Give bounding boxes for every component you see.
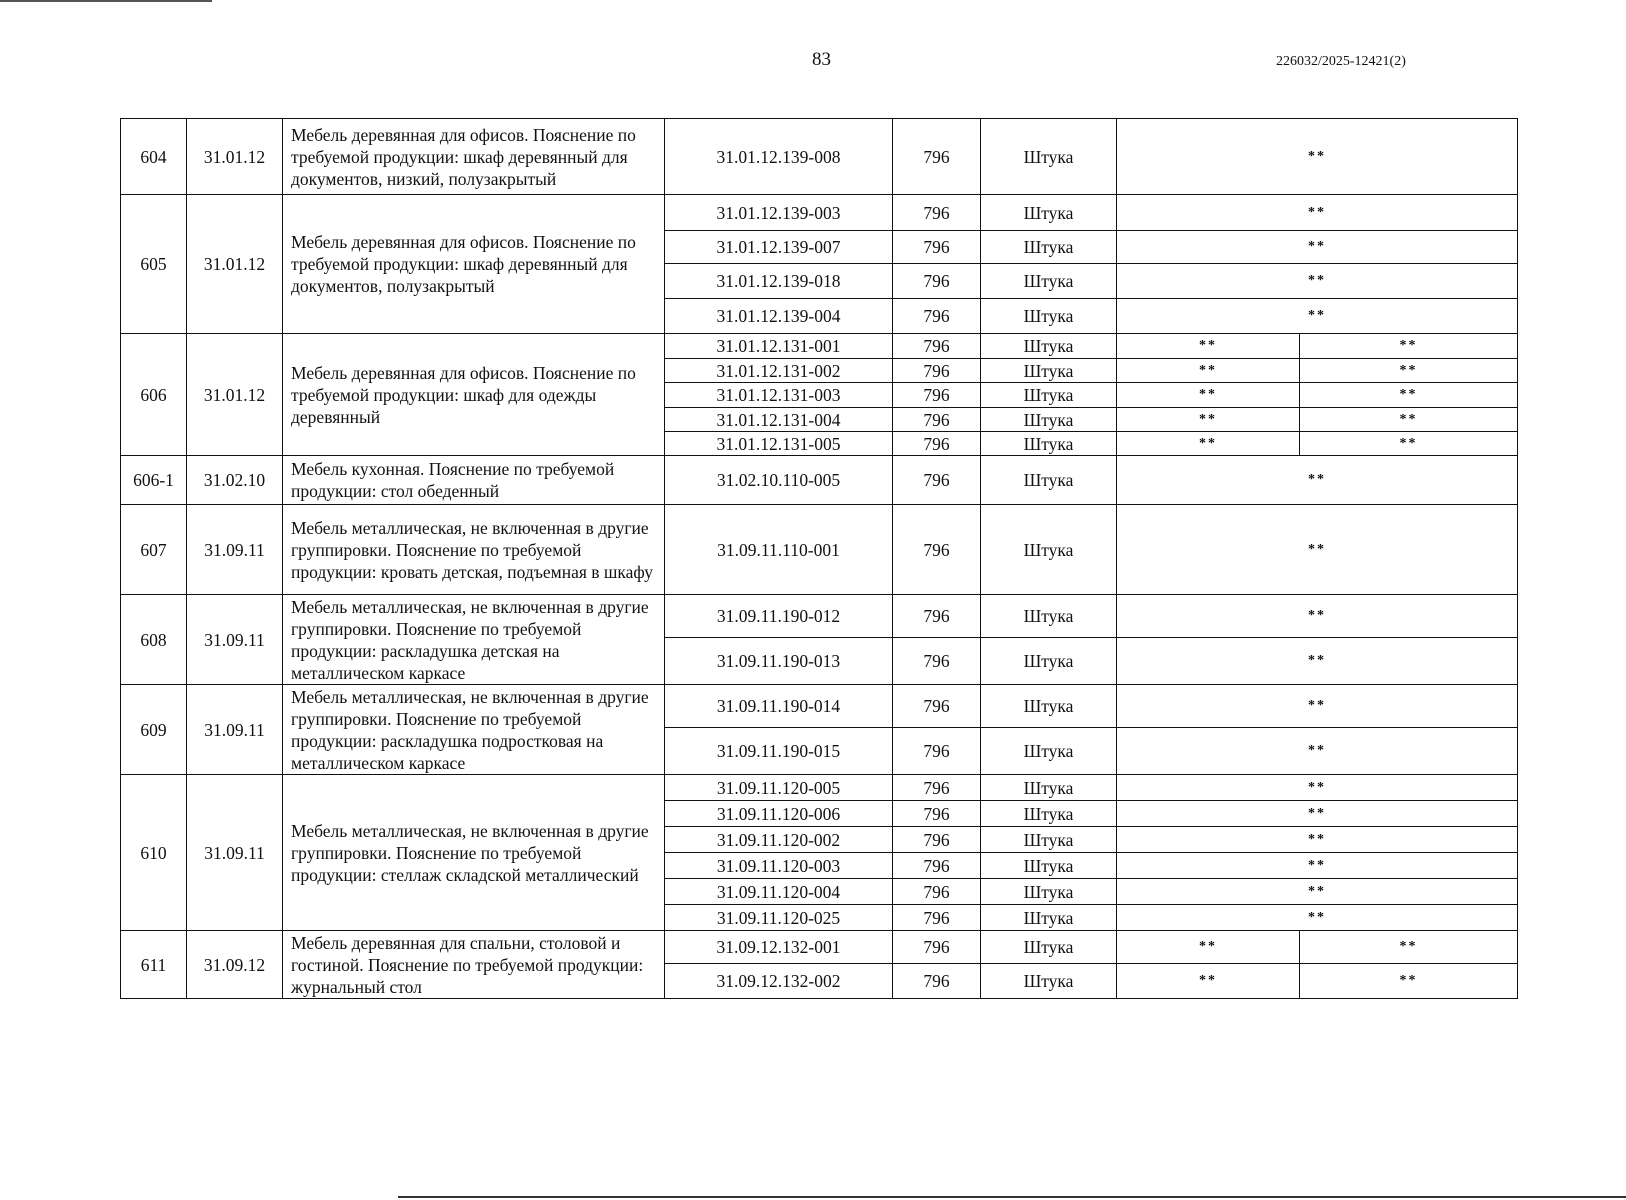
okei-code: 796 <box>893 775 981 801</box>
table-row <box>121 456 1518 505</box>
page-number: 83 <box>812 49 831 70</box>
value-mark: ** <box>1117 801 1518 827</box>
okei-code: 796 <box>893 383 981 408</box>
product-description: Мебель кухонная. Пояснение по требуемой продукции: стол обеденный <box>283 456 665 505</box>
row-number: 609 <box>121 685 187 775</box>
ktru-code: 31.09.11.190-015 <box>665 728 893 775</box>
okei-code: 796 <box>893 827 981 853</box>
ktru-code: 31.01.12.131-004 <box>665 408 893 432</box>
unit-name: Штука <box>981 595 1117 638</box>
table-row <box>121 595 1518 638</box>
unit-name: Штука <box>981 827 1117 853</box>
okei-code: 796 <box>893 119 981 195</box>
table-row <box>121 775 1518 801</box>
table-row <box>121 505 1518 595</box>
okei-code: 796 <box>893 231 981 264</box>
value-mark: ** <box>1300 964 1518 999</box>
okei-code: 796 <box>893 195 981 231</box>
ktru-code: 31.01.12.139-007 <box>665 231 893 264</box>
ktru-code: 31.09.12.132-001 <box>665 931 893 964</box>
row-number: 608 <box>121 595 187 685</box>
ktru-code: 31.01.12.131-002 <box>665 359 893 383</box>
unit-name: Штука <box>981 879 1117 905</box>
value-mark: ** <box>1117 775 1518 801</box>
ktru-code: 31.09.11.120-002 <box>665 827 893 853</box>
okpd-code: 31.09.11 <box>187 775 283 931</box>
value-mark: ** <box>1117 728 1518 775</box>
ktru-code: 31.09.11.120-005 <box>665 775 893 801</box>
okei-code: 796 <box>893 264 981 299</box>
ktru-code: 31.09.11.190-014 <box>665 685 893 728</box>
value-mark: ** <box>1117 931 1300 964</box>
ktru-code: 31.09.11.120-006 <box>665 801 893 827</box>
value-mark: ** <box>1117 408 1300 432</box>
table-row <box>121 195 1518 231</box>
ktru-code: 31.09.11.120-003 <box>665 853 893 879</box>
ktru-code: 31.09.11.120-004 <box>665 879 893 905</box>
unit-name: Штука <box>981 432 1117 456</box>
unit-name: Штука <box>981 334 1117 359</box>
row-number: 606 <box>121 334 187 456</box>
value-mark: ** <box>1117 299 1518 334</box>
value-mark: ** <box>1117 432 1300 456</box>
okei-code: 796 <box>893 595 981 638</box>
okei-code: 796 <box>893 638 981 685</box>
okpd-code: 31.09.12 <box>187 931 283 999</box>
unit-name: Штука <box>981 505 1117 595</box>
product-description: Мебель деревянная для офисов. Пояснение по требуемой продукции: шкаф для одежды деревянный <box>283 334 665 456</box>
document-code: 226032/2025-12421(2) <box>1276 54 1406 69</box>
ktru-code: 31.01.12.139-003 <box>665 195 893 231</box>
okei-code: 796 <box>893 408 981 432</box>
value-mark: ** <box>1117 853 1518 879</box>
value-mark: ** <box>1117 595 1518 638</box>
okei-code: 796 <box>893 334 981 359</box>
okpd-code: 31.09.11 <box>187 685 283 775</box>
ktru-code: 31.09.11.190-013 <box>665 638 893 685</box>
unit-name: Штука <box>981 264 1117 299</box>
ktru-code: 31.01.12.139-004 <box>665 299 893 334</box>
unit-name: Штука <box>981 119 1117 195</box>
unit-name: Штука <box>981 408 1117 432</box>
unit-name: Штука <box>981 931 1117 964</box>
value-mark: ** <box>1117 456 1518 505</box>
unit-name: Штука <box>981 456 1117 505</box>
unit-name: Штука <box>981 801 1117 827</box>
table-row <box>121 931 1518 964</box>
okei-code: 796 <box>893 853 981 879</box>
product-description: Мебель деревянная для офисов. Пояснение по требуемой продукции: шкаф деревянный для документов, полузакрытый <box>283 195 665 334</box>
value-mark: ** <box>1300 383 1518 408</box>
value-mark: ** <box>1117 827 1518 853</box>
okei-code: 796 <box>893 931 981 964</box>
row-number: 607 <box>121 505 187 595</box>
unit-name: Штука <box>981 905 1117 931</box>
value-mark: ** <box>1117 264 1518 299</box>
table-row <box>121 685 1518 728</box>
okpd-code: 31.02.10 <box>187 456 283 505</box>
ktru-code: 31.09.11.110-001 <box>665 505 893 595</box>
okei-code: 796 <box>893 964 981 999</box>
ktru-code: 31.02.10.110-005 <box>665 456 893 505</box>
value-mark: ** <box>1117 964 1300 999</box>
product-description: Мебель металлическая, не включенная в другие группировки. Пояснение по требуемой продукции: раскладушка детская на металлическом каркасе <box>283 595 665 685</box>
okei-code: 796 <box>893 879 981 905</box>
ktru-code: 31.09.11.120-025 <box>665 905 893 931</box>
value-mark: ** <box>1300 408 1518 432</box>
product-description: Мебель деревянная для офисов. Пояснение по требуемой продукции: шкаф деревянный для документов, низкий, полузакрытый <box>283 119 665 195</box>
okei-code: 796 <box>893 299 981 334</box>
value-mark: ** <box>1300 359 1518 383</box>
unit-name: Штука <box>981 195 1117 231</box>
unit-name: Штука <box>981 775 1117 801</box>
value-mark: ** <box>1117 359 1300 383</box>
ktru-code: 31.01.12.131-001 <box>665 334 893 359</box>
row-number: 604 <box>121 119 187 195</box>
value-mark: ** <box>1117 905 1518 931</box>
ktru-code: 31.09.12.132-002 <box>665 964 893 999</box>
value-mark: ** <box>1117 119 1518 195</box>
okei-code: 796 <box>893 801 981 827</box>
value-mark: ** <box>1117 685 1518 728</box>
value-mark: ** <box>1300 334 1518 359</box>
table-row <box>121 119 1518 195</box>
okpd-code: 31.09.11 <box>187 505 283 595</box>
unit-name: Штука <box>981 638 1117 685</box>
row-number: 611 <box>121 931 187 999</box>
okpd-code: 31.01.12 <box>187 119 283 195</box>
ktru-code: 31.01.12.131-003 <box>665 383 893 408</box>
unit-name: Штука <box>981 728 1117 775</box>
table-row <box>121 334 1518 359</box>
ktru-code: 31.01.12.139-008 <box>665 119 893 195</box>
goods-table-body <box>121 119 1518 999</box>
goods-table <box>120 118 1518 999</box>
row-number: 605 <box>121 195 187 334</box>
okei-code: 796 <box>893 359 981 383</box>
product-description: Мебель металлическая, не включенная в другие группировки. Пояснение по требуемой продукции: стеллаж складской металлический <box>283 775 665 931</box>
ktru-code: 31.09.11.190-012 <box>665 595 893 638</box>
unit-name: Штука <box>981 299 1117 334</box>
value-mark: ** <box>1117 638 1518 685</box>
okei-code: 796 <box>893 456 981 505</box>
value-mark: ** <box>1300 432 1518 456</box>
value-mark: ** <box>1117 334 1300 359</box>
okei-code: 796 <box>893 505 981 595</box>
okei-code: 796 <box>893 685 981 728</box>
okpd-code: 31.01.12 <box>187 195 283 334</box>
okei-code: 796 <box>893 728 981 775</box>
okei-code: 796 <box>893 905 981 931</box>
unit-name: Штука <box>981 685 1117 728</box>
value-mark: ** <box>1300 931 1518 964</box>
product-description: Мебель деревянная для спальни, столовой и гостиной. Пояснение по требуемой продукции: журнальный стол <box>283 931 665 999</box>
bottom-rule <box>398 1196 1626 1198</box>
okpd-code: 31.01.12 <box>187 334 283 456</box>
unit-name: Штука <box>981 231 1117 264</box>
value-mark: ** <box>1117 231 1518 264</box>
okpd-code: 31.09.11 <box>187 595 283 685</box>
unit-name: Штука <box>981 359 1117 383</box>
unit-name: Штука <box>981 383 1117 408</box>
ktru-code: 31.01.12.139-018 <box>665 264 893 299</box>
ktru-code: 31.01.12.131-005 <box>665 432 893 456</box>
value-mark: ** <box>1117 505 1518 595</box>
row-number: 606-1 <box>121 456 187 505</box>
unit-name: Штука <box>981 964 1117 999</box>
product-description: Мебель металлическая, не включенная в другие группировки. Пояснение по требуемой продукции: раскладушка подростковая на металлическом каркасе <box>283 685 665 775</box>
value-mark: ** <box>1117 383 1300 408</box>
value-mark: ** <box>1117 879 1518 905</box>
top-rule <box>0 0 212 2</box>
okei-code: 796 <box>893 432 981 456</box>
value-mark: ** <box>1117 195 1518 231</box>
product-description: Мебель металлическая, не включенная в другие группировки. Пояснение по требуемой продукции: кровать детская, подъемная в шкафу <box>283 505 665 595</box>
row-number: 610 <box>121 775 187 931</box>
unit-name: Штука <box>981 853 1117 879</box>
